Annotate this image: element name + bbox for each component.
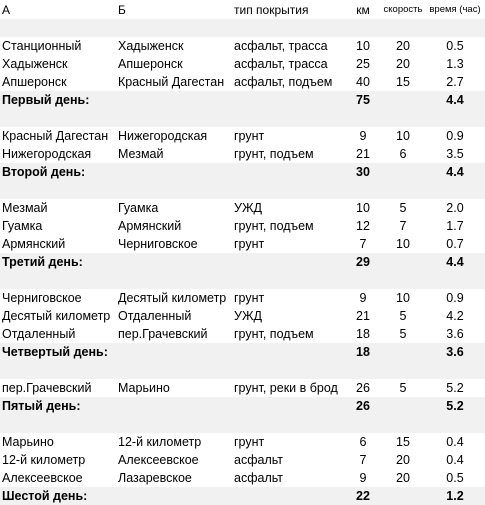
surface-cell: УЖД: [234, 201, 262, 215]
time-cell: 0.9: [446, 129, 464, 143]
from-cell: Станционный: [2, 39, 82, 53]
day-total-row: [0, 487, 485, 505]
day-total-km: 29: [356, 255, 370, 269]
from-cell: Красный Дагестан: [2, 129, 109, 143]
day-total-label: Четвертый день:: [2, 345, 108, 359]
table-row: [0, 379, 485, 397]
from-cell: Отдаленный: [2, 327, 76, 341]
time-cell: 3.6: [446, 327, 464, 341]
speed-cell: 15: [396, 435, 410, 449]
speed-cell: 20: [396, 39, 410, 53]
day-total-km: 22: [356, 489, 370, 503]
table-row: [0, 217, 485, 235]
to-cell: Отдаленный: [118, 309, 192, 323]
spacer-row: [0, 415, 485, 433]
surface-cell: грунт: [234, 237, 265, 251]
km-cell: 10: [356, 39, 370, 53]
km-cell: 9: [359, 471, 367, 485]
speed-cell: 5: [399, 201, 407, 215]
to-cell: Апшеронск: [118, 57, 183, 71]
day-total-label: Шестой день:: [2, 489, 88, 503]
speed-cell: 10: [396, 129, 410, 143]
day-total-km: 30: [356, 165, 370, 179]
time-cell: 5.2: [446, 381, 464, 395]
to-cell: Лазаревское: [118, 471, 192, 485]
to-cell: Черниговское: [118, 237, 198, 251]
speed-cell: 5: [399, 381, 407, 395]
table-row: [0, 235, 485, 253]
to-cell: Марьино: [118, 381, 170, 395]
time-cell: 0.7: [446, 237, 464, 251]
to-cell: Алексеевское: [118, 453, 199, 467]
km-cell: 7: [359, 237, 367, 251]
from-cell: Армянский: [2, 237, 66, 251]
from-cell: Десятый километр: [2, 309, 111, 323]
speed-cell: 5: [399, 309, 407, 323]
spacer-row: [0, 109, 485, 127]
header-time-cell: время (час): [429, 4, 481, 15]
from-cell: Алексеевское: [2, 471, 83, 485]
surface-cell: УЖД: [234, 309, 262, 323]
from-cell: пер.Грачевский: [2, 381, 92, 395]
table-row: [0, 73, 485, 91]
day-total-row: [0, 91, 485, 109]
spacer-row: [0, 271, 485, 289]
day-total-time: 4.4: [446, 255, 464, 269]
table-row: [0, 433, 485, 451]
table-row: [0, 199, 485, 217]
to-cell: пер.Грачевский: [118, 327, 208, 341]
table-row: [0, 37, 485, 55]
to-cell: Красный Дагестан: [118, 75, 225, 89]
time-cell: 0.4: [446, 435, 464, 449]
speed-cell: 5: [399, 327, 407, 341]
km-cell: 9: [359, 291, 367, 305]
day-total-time: 3.6: [446, 345, 464, 359]
km-cell: 7: [359, 453, 367, 467]
from-cell: Апшеронск: [2, 75, 67, 89]
surface-cell: асфальт: [234, 453, 283, 467]
day-total-time: 1.2: [446, 489, 464, 503]
from-cell: Нижегородская: [2, 147, 92, 161]
header-speed-cell: скорость: [383, 4, 423, 15]
surface-cell: грунт, подъем: [234, 327, 314, 341]
time-cell: 3.5: [446, 147, 464, 161]
km-cell: 21: [356, 147, 370, 161]
to-cell: Нижегородская: [118, 129, 208, 143]
surface-cell: асфальт, трасса: [234, 57, 328, 71]
table-row: [0, 127, 485, 145]
surface-cell: грунт, подъем: [234, 147, 314, 161]
speed-cell: 20: [396, 471, 410, 485]
spacer-row: [0, 361, 485, 379]
header-to-cell: Б: [118, 3, 126, 17]
table-row: [0, 55, 485, 73]
day-total-row: [0, 397, 485, 415]
day-total-time: 5.2: [446, 399, 464, 413]
to-cell: Мезмай: [118, 147, 164, 161]
time-cell: 0.9: [446, 291, 464, 305]
day-total-time: 4.4: [446, 93, 464, 107]
km-cell: 21: [356, 309, 370, 323]
header-from-cell: А: [2, 3, 11, 17]
time-cell: 2.7: [446, 75, 464, 89]
surface-cell: грунт, подъем: [234, 219, 314, 233]
km-cell: 9: [359, 129, 367, 143]
table-row: [0, 325, 485, 343]
day-total-km: 75: [356, 93, 370, 107]
to-cell: Армянский: [118, 219, 182, 233]
day-total-row: [0, 253, 485, 271]
surface-cell: грунт: [234, 435, 265, 449]
day-total-row: [0, 163, 485, 181]
table-row: [0, 145, 485, 163]
day-total-label: Первый день:: [2, 93, 90, 107]
day-total-label: Второй день:: [2, 165, 86, 179]
km-cell: 40: [356, 75, 370, 89]
header-surface-cell: тип покрытия: [234, 3, 309, 17]
spacer-row: [0, 181, 485, 199]
speed-cell: 7: [399, 219, 407, 233]
time-cell: 0.5: [446, 39, 464, 53]
surface-cell: асфальт, подъем: [234, 75, 333, 89]
speed-cell: 10: [396, 237, 410, 251]
km-cell: 18: [356, 327, 370, 341]
to-cell: Гуамка: [118, 201, 159, 215]
from-cell: Марьино: [2, 435, 54, 449]
spacer-row: [0, 19, 485, 37]
day-total-km: 26: [356, 399, 370, 413]
day-total-km: 18: [356, 345, 370, 359]
speed-cell: 6: [399, 147, 407, 161]
time-cell: 2.0: [446, 201, 464, 215]
time-cell: 1.3: [446, 57, 464, 71]
day-total-label: Третий день:: [2, 255, 83, 269]
speed-cell: 20: [396, 57, 410, 71]
speed-cell: 20: [396, 453, 410, 467]
surface-cell: грунт: [234, 291, 265, 305]
header-row: [0, 1, 485, 19]
speed-cell: 10: [396, 291, 410, 305]
surface-cell: грунт, реки в брод: [234, 381, 338, 395]
time-cell: 0.4: [446, 453, 464, 467]
km-cell: 10: [356, 201, 370, 215]
table-row: [0, 451, 485, 469]
surface-cell: грунт: [234, 129, 265, 143]
from-cell: Черниговское: [2, 291, 82, 305]
time-cell: 4.2: [446, 309, 464, 323]
table-row: [0, 307, 485, 325]
km-cell: 26: [356, 381, 370, 395]
day-total-label: Пятый день:: [2, 399, 81, 413]
km-cell: 6: [359, 435, 367, 449]
to-cell: Десятый километр: [118, 291, 227, 305]
from-cell: 12-й километр: [2, 453, 86, 467]
from-cell: Хадыженск: [2, 57, 68, 71]
surface-cell: асфальт: [234, 471, 283, 485]
surface-cell: асфальт, трасса: [234, 39, 328, 53]
km-cell: 12: [356, 219, 370, 233]
day-total-row: [0, 343, 485, 361]
time-cell: 1.7: [446, 219, 464, 233]
to-cell: Хадыженск: [118, 39, 184, 53]
from-cell: Гуамка: [2, 219, 43, 233]
table-row: [0, 289, 485, 307]
table-row: [0, 469, 485, 487]
day-total-time: 4.4: [446, 165, 464, 179]
from-cell: Мезмай: [2, 201, 48, 215]
km-cell: 25: [356, 57, 370, 71]
speed-cell: 15: [396, 75, 410, 89]
header-km-cell: км: [356, 3, 370, 17]
time-cell: 0.5: [446, 471, 464, 485]
to-cell: 12-й километр: [118, 435, 202, 449]
